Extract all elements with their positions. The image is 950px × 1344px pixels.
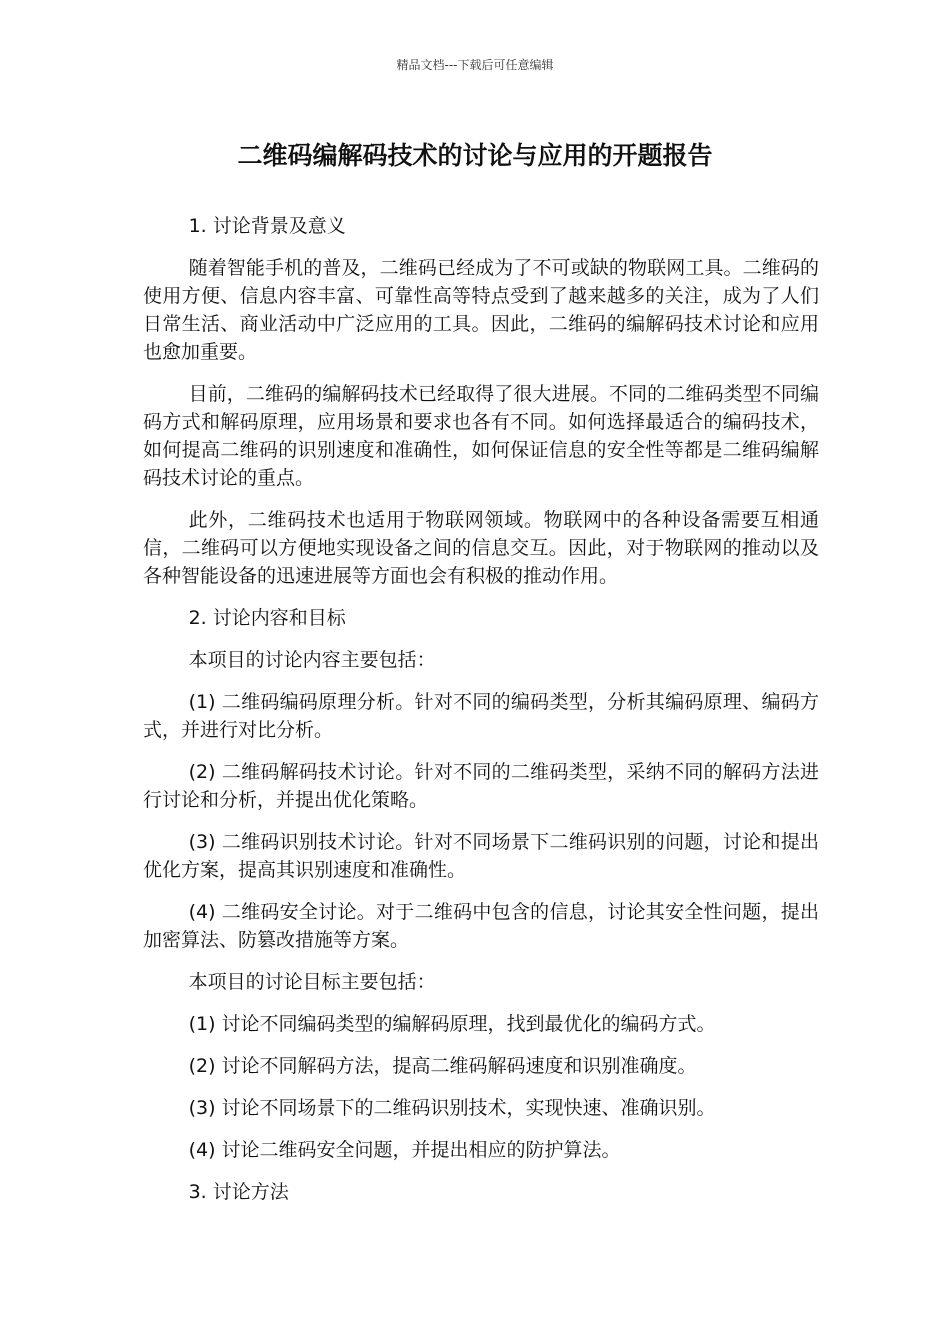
section-heading-content-goals: 2. 讨论内容和目标 bbox=[188, 607, 346, 629]
paragraph: 本项目的讨论内容主要包括： bbox=[188, 649, 436, 671]
paragraph: 本项目的讨论目标主要包括： bbox=[188, 971, 436, 993]
list-item: (1) 讨论不同编码类型的编解码原理，找到最优化的编码方式。 bbox=[188, 1013, 716, 1035]
list-item: (2) 二维码解码技术讨论。针对不同的二维码类型，采纳不同的解码方法进行讨论和分析，并提出优化策略。 bbox=[143, 761, 819, 811]
list-item: (2) 讨论不同解码方法，提高二维码解码速度和识别准确度。 bbox=[188, 1055, 697, 1077]
header-note: 精品文档---下载后可任意编辑 bbox=[396, 58, 554, 72]
document-title: 二维码编解码技术的讨论与应用的开题报告 bbox=[237, 141, 713, 170]
paragraph: 随着智能手机的普及，二维码已经成为了不可或缺的物联网工具。二维码的使用方便、信息内容丰富、可靠性高等特点受到了越来越多的关注，成为了人们日常生活、商业活动中广泛应用的工具。因此，二维码的编解码技术讨论和应用也愈加重要。 bbox=[143, 257, 819, 363]
section-heading-methods: 3. 讨论方法 bbox=[188, 1181, 289, 1203]
list-item: (4) 讨论二维码安全问题，并提出相应的防护算法。 bbox=[188, 1139, 621, 1161]
list-item: (3) 讨论不同场景下的二维码识别技术，实现快速、准确识别。 bbox=[188, 1097, 716, 1119]
list-item: (4) 二维码安全讨论。对于二维码中包含的信息，讨论其安全性问题，提出加密算法、防篡改措施等方案。 bbox=[143, 901, 819, 951]
section-heading-background: 1. 讨论背景及意义 bbox=[188, 215, 346, 237]
list-item: (1) 二维码编码原理分析。针对不同的编码类型，分析其编码原理、编码方式，并进行对比分析。 bbox=[143, 691, 819, 741]
paragraph: 目前，二维码的编解码技术已经取得了很大进展。不同的二维码类型不同编码方式和解码原理，应用场景和要求也各有不同。如何选择最适合的编码技术，如何提高二维码的识别速度和准确性，如何保证信息的安全性等都是二维码编解码技术讨论的重点。 bbox=[143, 383, 819, 489]
list-item: (3) 二维码识别技术讨论。针对不同场景下二维码识别的问题，讨论和提出优化方案，提高其识别速度和准确性。 bbox=[143, 831, 819, 881]
paragraph: 此外，二维码技术也适用于物联网领域。物联网中的各种设备需要互相通信，二维码可以方便地实现设备之间的信息交互。因此，对于物联网的推动以及各种智能设备的迅速进展等方面也会有积极的推动作用。 bbox=[143, 509, 819, 587]
document-body bbox=[143, 212, 819, 1220]
